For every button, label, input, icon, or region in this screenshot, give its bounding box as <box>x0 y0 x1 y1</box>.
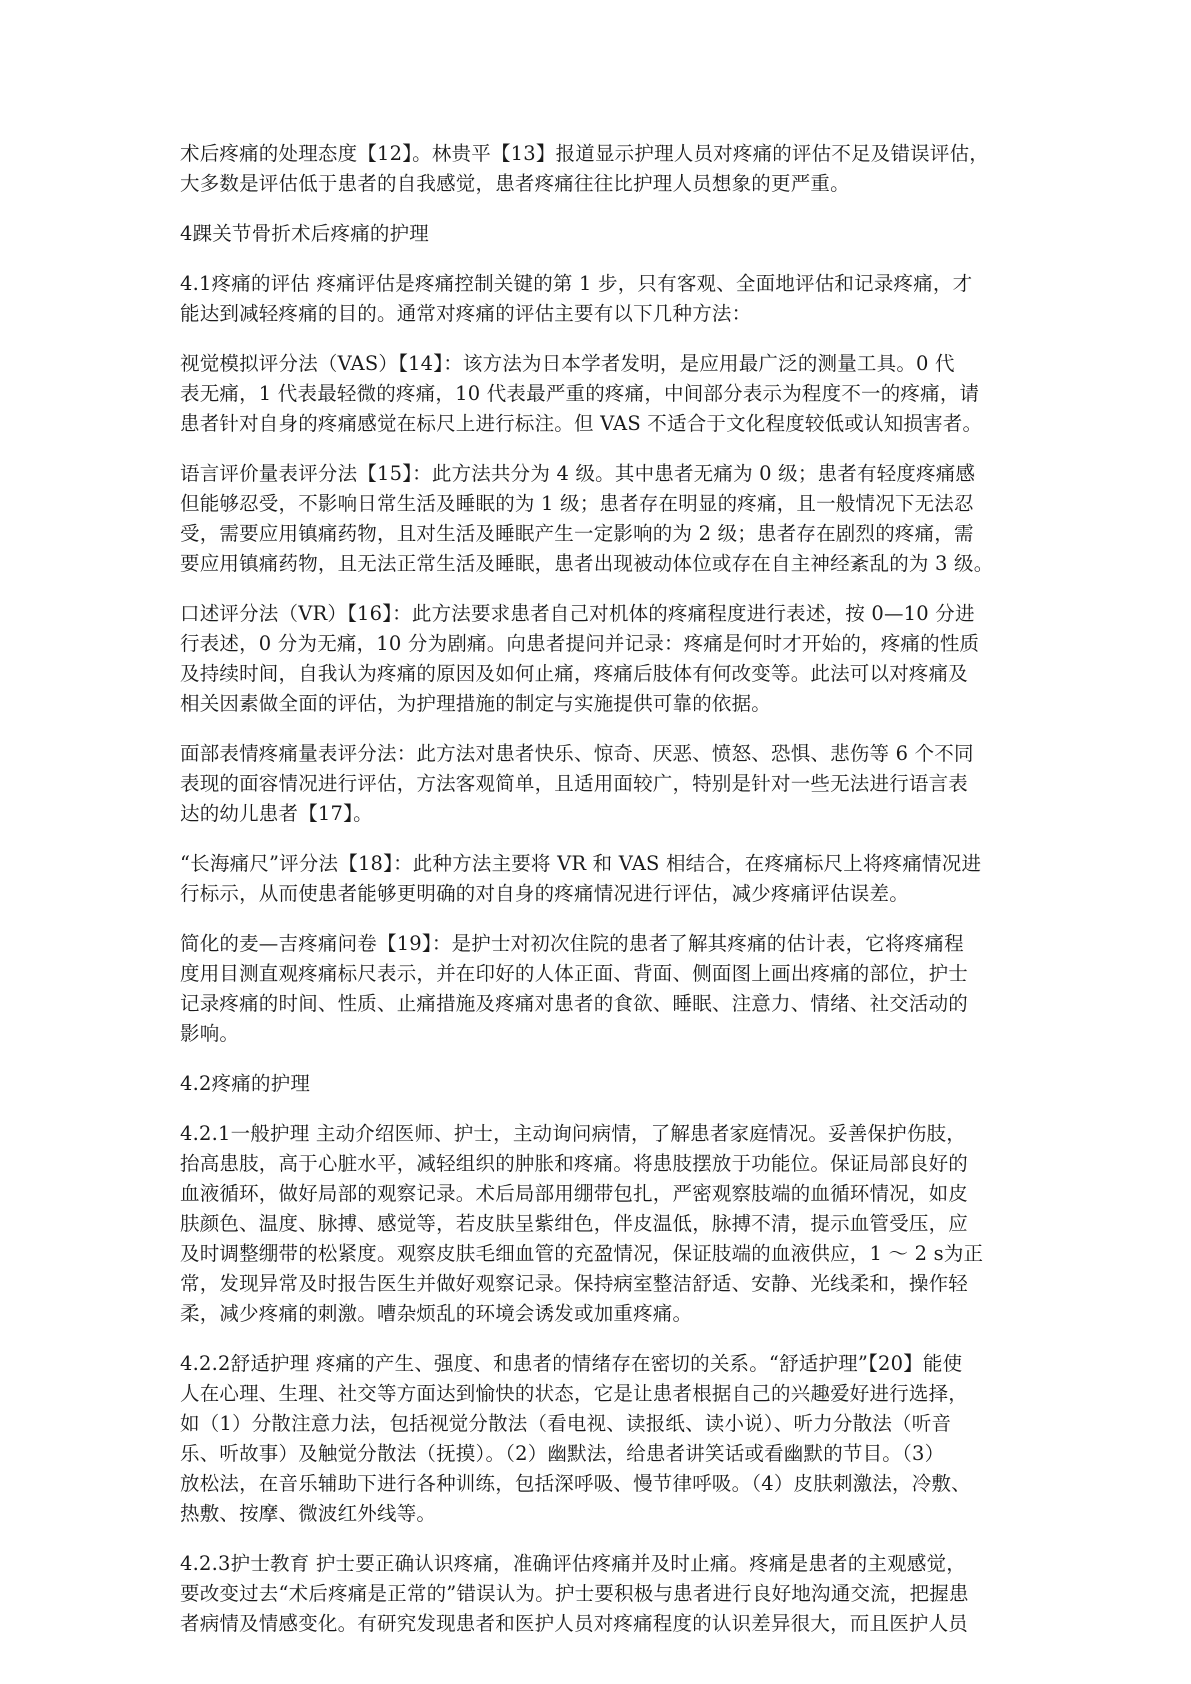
text-line: 行标示，从而使患者能够更明确的对自身的疼痛情况进行评估，减少疼痛评估误差。 <box>180 882 909 905</box>
text-line: “长海痛尺”评分法【18】：此种方法主要将 VR 和 VAS 相结合，在疼痛标尺上将疼痛情况进 <box>180 852 982 875</box>
paragraph-changhai <box>180 849 1030 909</box>
text-line: 行表述，0 分为无痛，10 分为剧痛。向患者提问并记录：疼痛是何时才开始的，疼痛的性质 <box>180 632 980 655</box>
text-line: 语言评价量表评分法【15】：此方法共分为 4 级。其中患者无痛为 0 级；患者有轻度疼痛感 <box>180 462 976 485</box>
text-line: 放松法，在音乐辅助下进行各种训练，包括深呼吸、慢节律呼吸。（4）皮肤刺激法，冷敷、 <box>180 1472 971 1495</box>
paragraph-vr <box>180 599 1030 719</box>
text-line: 能达到减轻疼痛的目的。通常对疼痛的评估主要有以下几种方法： <box>180 302 752 325</box>
text-line: 常，发现异常及时报告医生并做好观察记录。保持病室整洁舒适、安静、光线柔和，操作轻 <box>180 1272 969 1295</box>
text-line: 血液循环，做好局部的观察记录。术后局部用绷带包扎，严密观察肢端的血循环情况，如皮 <box>180 1182 969 1205</box>
section-heading-4 <box>180 219 1030 249</box>
text-line: 患者针对自身的疼痛感觉在标尺上进行标注。但 VAS 不适合于文化程度较低或认知损害者。 <box>180 412 983 435</box>
paragraph-4-1 <box>180 269 1030 329</box>
paragraph-verbal-scale <box>180 459 1030 579</box>
text-line: 要应用镇痛药物，且无法正常生活及睡眠，患者出现被动体位或存在自主神经紊乱的为 3 级。 <box>180 552 994 575</box>
text-line: 大多数是评估低于患者的自我感觉，患者疼痛往往比护理人员想象的更严重。 <box>180 172 850 195</box>
paragraph-vas <box>180 349 1030 439</box>
text-line: 表现的面容情况进行评估，方法客观简单，且适用面较广，特别是针对一些无法进行语言表 <box>180 772 969 795</box>
paragraph-4-2-1 <box>180 1119 1030 1329</box>
section-heading-4-2 <box>180 1069 1030 1099</box>
text-line: 热敷、按摩、微波红外线等。 <box>180 1502 437 1525</box>
paragraph-4-2-3 <box>180 1549 1030 1639</box>
text-line: 简化的麦—吉疼痛问卷【19】：是护士对初次住院的患者了解其疼痛的估计表，它将疼痛程 <box>180 932 964 955</box>
text-line: 乐、听故事）及触觉分散法（抚摸）。（2）幽默法，给患者讲笑话或看幽默的节目。（3） <box>180 1442 945 1465</box>
text-line: 视觉模拟评分法（VAS）【14】：该方法为日本学者发明，是应用最广泛的测量工具。0 代 <box>180 352 955 375</box>
text-line: 人在心理、生理、社交等方面达到愉快的状态，它是让患者根据自己的兴趣爱好进行选择， <box>180 1382 969 1405</box>
paragraph-4-2-2 <box>180 1349 1030 1529</box>
text-line: 抬高患肢，高于心脏水平，减轻组织的肿胀和疼痛。将患肢摆放于功能位。保证局部良好的 <box>180 1152 969 1175</box>
text-line: 影响。 <box>180 1022 240 1045</box>
heading-text: 4.2疼痛的护理 <box>180 1072 311 1095</box>
text-line: 面部表情疼痛量表评分法：此方法对患者快乐、惊奇、厌恶、愤怒、恐惧、悲伤等 6 个不同 <box>180 742 974 765</box>
text-line: 及持续时间，自我认为疼痛的原因及如何止痛，疼痛后肢体有何改变等。此法可以对疼痛及 <box>180 662 969 685</box>
document-body <box>180 139 1030 1659</box>
text-line: 术后疼痛的处理态度【12】。林贵平【13】报道显示护理人员对疼痛的评估不足及错误评估， <box>180 142 989 165</box>
text-line: 相关因素做全面的评估，为护理措施的制定与实施提供可靠的依据。 <box>180 692 772 715</box>
heading-text: 4踝关节骨折术后疼痛的护理 <box>180 222 430 245</box>
text-line: 但能够忍受，不影响日常生活及睡眠的为 1 级；患者存在明显的疼痛，且一般情况下无法忍 <box>180 492 974 515</box>
text-line: 度用目测直观疼痛标尺表示，并在印好的人体正面、背面、侧面图上画出疼痛的部位，护士 <box>180 962 969 985</box>
text-line: 及时调整绷带的松紧度。观察皮肤毛细血管的充盈情况，保证肢端的血液供应，1 ～ 2 s为正 <box>180 1242 984 1265</box>
text-line: 者病情及情感变化。有研究发现患者和医护人员对疼痛程度的认识差异很大，而且医护人员 <box>180 1612 969 1635</box>
text-line: 记录疼痛的时间、性质、止痛措施及疼痛对患者的食欲、睡眠、注意力、情绪、社交活动的 <box>180 992 969 1015</box>
paragraph-face-scale <box>180 739 1030 829</box>
text-line: 4.2.2舒适护理 疼痛的产生、强度、和患者的情绪存在密切的关系。“舒适护理”【20】能使 <box>180 1352 963 1375</box>
text-line: 肤颜色、温度、脉搏、感觉等，若皮肤呈紫绀色，伴皮温低，脉搏不清，提示血管受压，应 <box>180 1212 969 1235</box>
text-line: 4.1疼痛的评估 疼痛评估是疼痛控制关键的第 1 步，只有客观、全面地评估和记录疼痛，才 <box>180 272 973 295</box>
text-line: 4.2.1一般护理 主动介绍医师、护士，主动询问病情，了解患者家庭情况。妥善保护伤肢， <box>180 1122 966 1145</box>
text-line: 表无痛，1 代表最轻微的疼痛，10 代表最严重的疼痛，中间部分表示为程度不一的疼痛，请 <box>180 382 980 405</box>
text-line: 达的幼儿患者【17】。 <box>180 802 373 825</box>
text-line: 受，需要应用镇痛药物，且对生活及睡眠产生一定影响的为 2 级；患者存在剧烈的疼痛，需 <box>180 522 974 545</box>
paragraph-intro <box>180 139 1030 199</box>
text-line: 口述评分法（VR）【16】：此方法要求患者自己对机体的疼痛程度进行表述，按 0—10 分进 <box>180 602 975 625</box>
paragraph-mcgill <box>180 929 1030 1049</box>
text-line: 4.2.3护士教育 护士要正确认识疼痛，准确评估疼痛并及时止痛。疼痛是患者的主观感觉， <box>180 1552 966 1575</box>
text-line: 要改变过去“术后疼痛是正常的”错误认为。护士要积极与患者进行良好地沟通交流，把握患 <box>180 1582 969 1605</box>
text-line: 柔，减少疼痛的刺激。嘈杂烦乱的环境会诱发或加重疼痛。 <box>180 1302 693 1325</box>
text-line: 如（1）分散注意力法，包括视觉分散法（看电视、读报纸、读小说）、听力分散法（听音 <box>180 1412 952 1435</box>
